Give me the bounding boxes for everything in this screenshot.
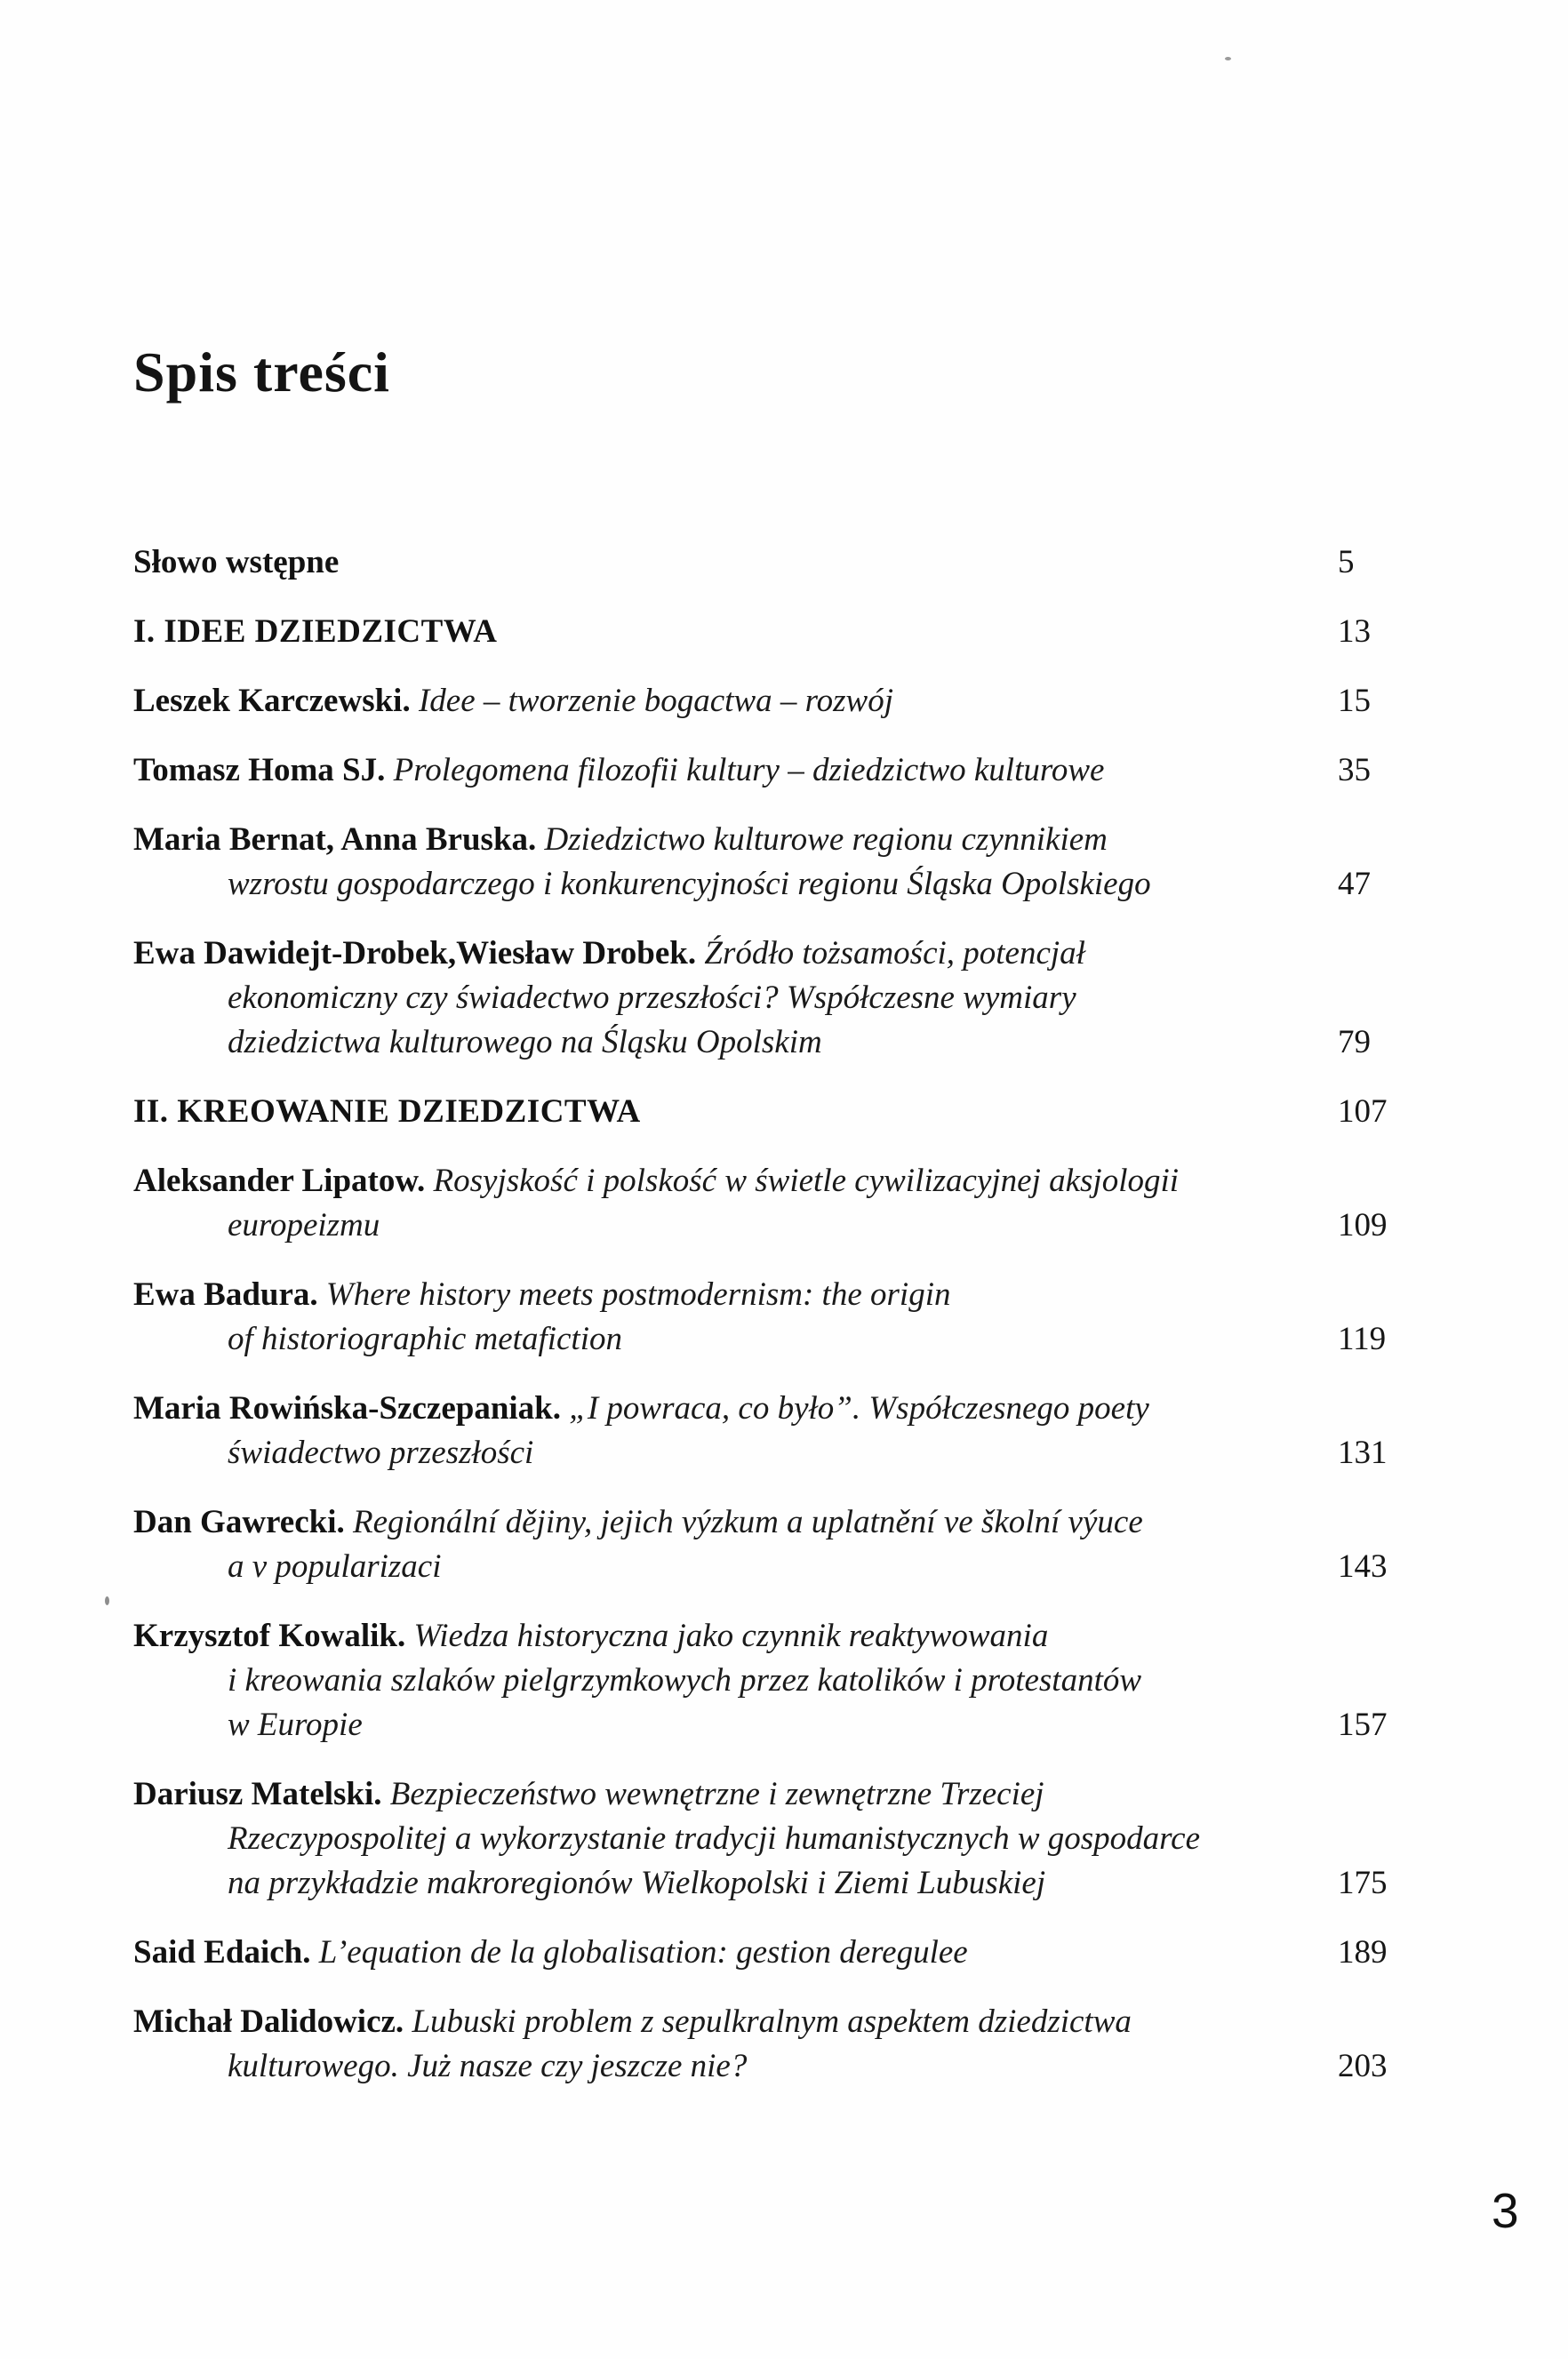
toc-entry [133, 1500, 1431, 1589]
toc-entry [133, 1614, 1431, 1747]
toc-entry-page: 175 [1338, 1865, 1388, 1901]
toc-entry-title-text: Idee – tworzenie bogactwa – rozwój [410, 683, 894, 719]
toc-entry-title-text: Lubuski problem z sepulkralnym aspektem dziedzictwa [404, 2003, 1132, 2040]
toc-entry-text [133, 818, 1338, 907]
toc-entry [133, 1772, 1431, 1906]
toc-entry [133, 818, 1431, 907]
toc-entry-text [133, 610, 1338, 654]
toc-entry-line [133, 1500, 1338, 1545]
toc-entry [133, 932, 1431, 1065]
toc-entry-line: a v popularizaci [228, 1548, 442, 1585]
toc-entry-section [133, 610, 1431, 654]
toc-entry-text [133, 1273, 1338, 1362]
toc-entry [133, 540, 1431, 585]
toc-entry-line [133, 932, 1338, 976]
toc-entry-line: dziedzictwa kulturowego na Śląsku Opolskim [228, 1024, 822, 1060]
toc-entry-author: Ewa Dawidejt-Drobek,Wiesław Drobek. [133, 935, 697, 972]
toc-entry [133, 1273, 1431, 1362]
toc-entry-title-text: Wiedza historyczna jako czynnik reaktywowania [405, 1618, 1049, 1654]
toc-entry-line [133, 1273, 1338, 1317]
toc-entry-page: 189 [1338, 1934, 1388, 1971]
toc-entry-author: Michał Dalidowicz. [133, 2003, 404, 2040]
toc-entry-title-text: Where history meets postmodernism: the origin [317, 1276, 951, 1313]
scan-speck [1225, 57, 1231, 60]
toc-entry-line: i kreowania szlaków pielgrzymkowych przez katolików i protestantów [228, 1662, 1142, 1699]
toc-entry-text [133, 679, 1338, 724]
toc-entry-line [133, 1772, 1338, 1817]
toc-entry-title-text: Dziedzictwo kulturowe regionu czynnikiem [536, 821, 1108, 858]
toc-entry-page: 109 [1338, 1207, 1388, 1243]
toc-entry-page: 107 [1338, 1093, 1388, 1130]
scan-speck [105, 1596, 109, 1605]
toc-entry-line [133, 1614, 1338, 1659]
toc-entry-text [133, 748, 1338, 793]
toc-entry-line: świadectwo przeszłości [228, 1435, 534, 1471]
toc-entry-text [133, 1387, 1338, 1475]
toc-entry-text [133, 1500, 1338, 1589]
toc-entry-title-text: Rosyjskość i polskość w świetle cywilizacyjnej aksjologii [425, 1163, 1180, 1199]
toc-entry [133, 748, 1431, 793]
toc-section-heading: I. IDEE DZIEDZICTWA [133, 613, 498, 650]
toc-entry-section [133, 1090, 1431, 1134]
toc-entry-title-text: Regionální dějiny, jejich výzkum a uplatnění ve školní výuce [344, 1504, 1143, 1540]
toc-entry-page: 15 [1338, 683, 1371, 719]
toc-entry-title-text: L’equation de la globalisation: gestion deregulee [310, 1934, 968, 1971]
toc-entry-line: na przykładzie makroregionów Wielkopolski i Ziemi Lubuskiej [228, 1865, 1046, 1901]
toc-entry-author: Said Edaich. [133, 1934, 311, 1971]
toc-entry-line [133, 1090, 1338, 1134]
toc-entry [133, 2000, 1431, 2089]
toc-entry-text [133, 1772, 1338, 1906]
toc-entry-author: Dariusz Matelski. [133, 1776, 382, 1812]
toc-entry-text [133, 1614, 1338, 1747]
table-of-contents [133, 540, 1431, 2114]
toc-entry-text [133, 2000, 1338, 2089]
toc-entry-line [133, 748, 1338, 793]
toc-entry-text [133, 1090, 1338, 1134]
toc-entry [133, 1931, 1431, 1975]
toc-entry-page: 157 [1338, 1707, 1388, 1743]
toc-entry-line [133, 818, 1338, 862]
toc-entry-author: Leszek Karczewski. [133, 683, 411, 719]
toc-entry-line [133, 540, 1338, 585]
toc-entry-text [133, 932, 1338, 1065]
page-title: Spis treści [133, 340, 390, 404]
toc-entry-page: 203 [1338, 2048, 1388, 2084]
page-number: 3 [1492, 2183, 1519, 2238]
toc-entry-page: 47 [1338, 866, 1371, 902]
toc-entry-line: kulturowego. Już nasze czy jeszcze nie? [228, 2048, 748, 2084]
toc-entry-title-text: Prolegomena filozofii kultury – dziedzictwo kulturowe [385, 752, 1105, 788]
toc-entry-text [133, 1931, 1338, 1975]
toc-entry-page: 119 [1338, 1321, 1387, 1357]
toc-entry-line: europeizmu [228, 1207, 380, 1243]
toc-entry-page: 143 [1338, 1548, 1388, 1585]
toc-entry-page: 35 [1338, 752, 1371, 788]
toc-entry-line [133, 679, 1338, 724]
toc-entry-page: 79 [1338, 1024, 1371, 1060]
toc-entry-line [133, 1159, 1338, 1203]
toc-entry-line: ekonomiczny czy świadectwo przeszłości? Współczesne wymiary [228, 980, 1076, 1016]
toc-entry [133, 1387, 1431, 1475]
toc-entry-author: Ewa Badura. [133, 1276, 318, 1313]
toc-entry-line [133, 2000, 1338, 2044]
toc-entry-line: w Europie [228, 1707, 363, 1743]
toc-entry-line: Rzeczypospolitej a wykorzystanie tradycji humanistycznych w gospodarce [228, 1820, 1201, 1857]
toc-entry-page: 131 [1338, 1435, 1388, 1471]
toc-entry-line: of historiographic metafiction [228, 1321, 622, 1357]
toc-entry-title-text: Źródło tożsamości, potencjał [696, 935, 1085, 972]
toc-entry-title-text: Bezpieczeństwo wewnętrzne i zewnętrzne Trzeciej [381, 1776, 1044, 1812]
toc-entry-line [133, 610, 1338, 654]
toc-entry-line [133, 1931, 1338, 1975]
toc-entry [133, 679, 1431, 724]
toc-entry-author: Maria Rowińska-Szczepaniak. [133, 1390, 561, 1427]
toc-entry [133, 1159, 1431, 1248]
toc-entry-author: Dan Gawrecki. [133, 1504, 345, 1540]
toc-entry-page: 5 [1338, 544, 1355, 580]
toc-entry-author: Aleksander Lipatow. [133, 1163, 426, 1199]
toc-entry-page: 13 [1338, 613, 1371, 650]
toc-entry-author: Tomasz Homa SJ. [133, 752, 386, 788]
toc-entry-author: Maria Bernat, Anna Bruska. [133, 821, 537, 858]
toc-entry-line [133, 1387, 1338, 1431]
toc-entry-author: Krzysztof Kowalik. [133, 1618, 406, 1654]
toc-section-heading: II. KREOWANIE DZIEDZICTWA [133, 1093, 641, 1130]
toc-entry-text [133, 540, 1338, 585]
toc-entry-line: wzrostu gospodarczego i konkurencyjności regionu Śląska Opolskiego [228, 866, 1151, 902]
toc-entry-heading: Słowo wstępne [133, 544, 340, 580]
toc-entry-text [133, 1159, 1338, 1248]
toc-entry-title-text: „I powraca, co było”. Współczesnego poety [561, 1390, 1149, 1427]
